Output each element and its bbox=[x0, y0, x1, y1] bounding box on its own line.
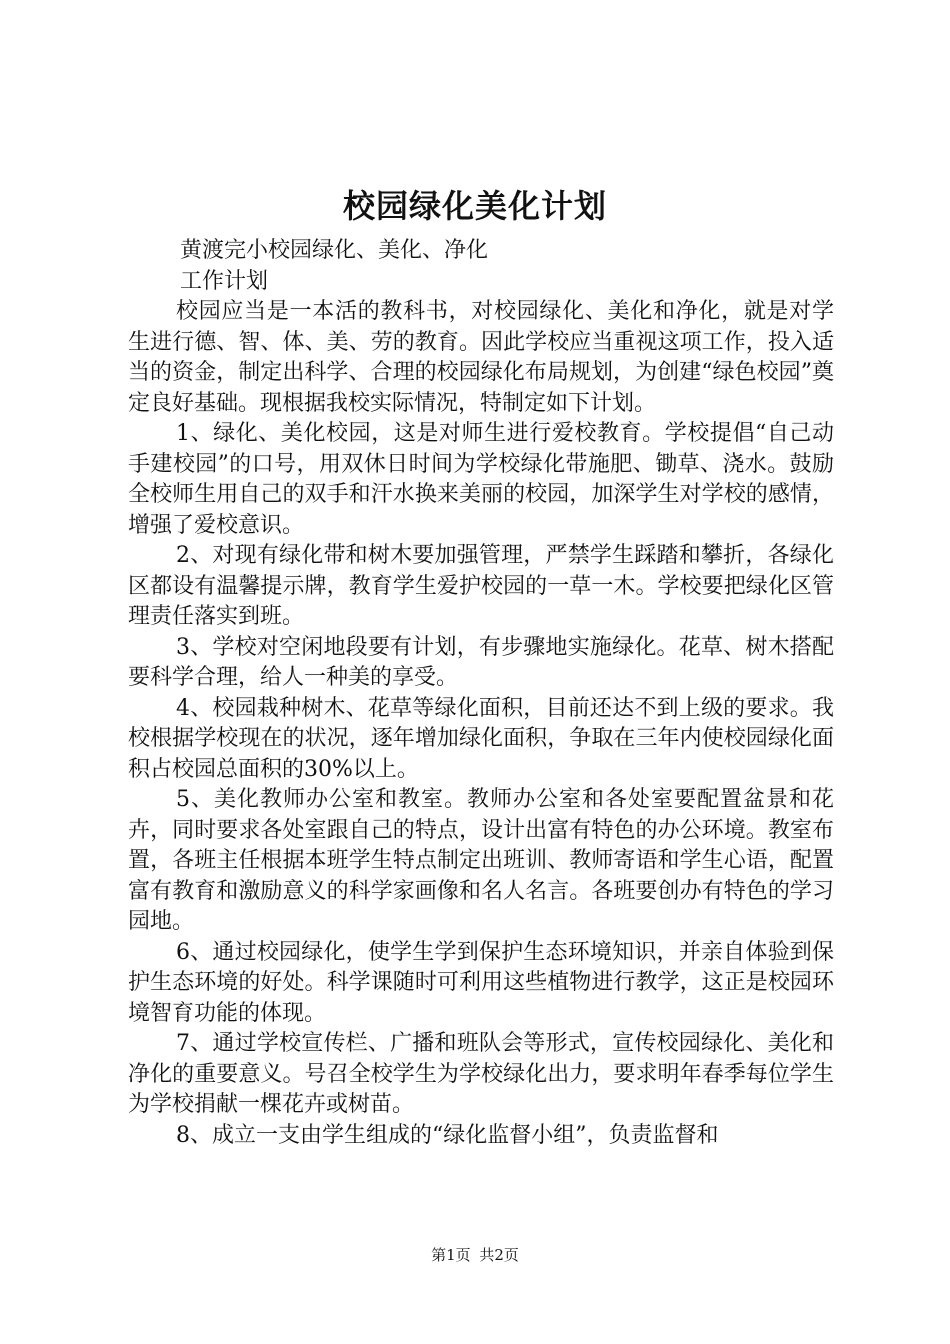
page-total: 共2页 bbox=[479, 1246, 519, 1264]
document-body bbox=[128, 236, 834, 1151]
plan-item-6: 6、通过校园绿化，使学生学到保护生态环境知识，并亲自体验到保护生态环境的好处。科学课随时可利用这些植物进行教学，这正是校园环境智育功能的体现。 bbox=[128, 939, 834, 1026]
plan-item-2: 2、对现有绿化带和树木要加强管理，严禁学生踩踏和攀折，各绿化区都设有温馨提示牌，教育学生爱护校园的一草一木。学校要把绿化区管理责任落实到班。 bbox=[128, 543, 834, 629]
plan-item-3: 3、学校对空闲地段要有计划，有步骤地实施绿化。花草、树木搭配要科学合理，给人一种美的享受。 bbox=[128, 634, 834, 690]
plan-item-8: 8、成立一支由学生组成的“绿化监督小组”，负责监督和 bbox=[176, 1122, 719, 1148]
plan-item-1: 1、绿化、美化校园，这是对师生进行爱校教育。学校提倡“自己动手建校园”的口号，用双休日时间为学校绿化带施肥、锄草、浇水。鼓励全校师生用自己的双手和汗水换来美丽的校园，加深学生对学校的感情，增强了爱校意识。 bbox=[128, 421, 834, 538]
plan-item-4: 4、校园栽种树木、花草等绿化面积，目前还达不到上级的要求。我校根据学校现在的状况，逐年增加绿化面积，争取在三年内使校园绿化面积占校园总面积的30%以上。 bbox=[128, 695, 834, 782]
subtitle-line: 工作计划 bbox=[180, 268, 269, 294]
subtitle-line: 黄渡完小校园绿化、美化、净化 bbox=[180, 238, 489, 263]
plan-item-7: 7、通过学校宣传栏、广播和班队会等形式，宣传校园绿化、美化和净化的重要意义。号召全校学生为学校绿化出力，要求明年春季每位学生为学校捐献一棵花卉或树苗。 bbox=[128, 1031, 834, 1117]
page-title: 校园绿化美化计划 bbox=[342, 187, 607, 225]
intro-paragraph: 校园应当是一本活的教科书，对校园绿化、美化和净化，就是对学生进行德、智、体、美、劳的教育。因此学校应当重视这项工作，投入适当的资金，制定出科学、合理的校园绿化布局规划，为创建“绿色校园”奠定良好基础。现根据我校实际情况，特制定如下计划。 bbox=[128, 299, 834, 416]
plan-item-5: 5、美化教师办公室和教室。教师办公室和各处室要配置盆景和花卉，同时要求各处室跟自己的特点，设计出富有特色的办公环境。教室布置，各班主任根据本班学生特点制定出班训、教师寄语和学生心语，配置富有教育和激励意义的科学家画像和名人名言。各班要创办有特色的学习园地。 bbox=[128, 787, 834, 934]
page-footer bbox=[0, 1245, 950, 1265]
page-number: 第1页 bbox=[431, 1246, 471, 1264]
